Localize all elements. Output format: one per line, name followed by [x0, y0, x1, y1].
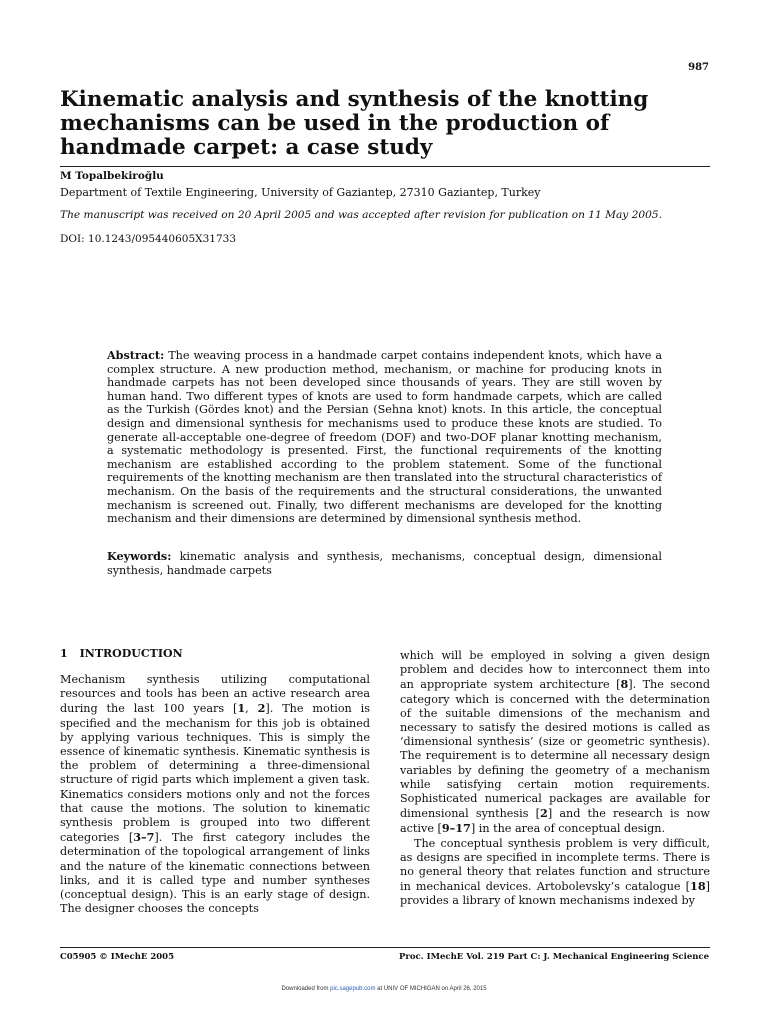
doi: DOI: 10.1243/095440605X31733 [60, 233, 237, 245]
keywords-label: Keywords: [107, 549, 172, 563]
body-text: ]. The motion is specified and the mechanism for this job is obtained by applying various techniques. This is simply the essence of kinematic synthesis. Kinematic synthesis is the problem of determining a three-dimensional structure of rigid parts which implement a given task. Kinematics considers motions only and not the forces that cause the motions. The solution to kinematic synthesis problem is grouped into two different categories [ [60, 702, 370, 845]
section-number: 1 [60, 647, 68, 660]
body-text: Mechanism synthesis utilizing computational resources and tools has been an active research area during the last 100 years [ [60, 673, 370, 716]
body-text: ] in the area of conceptual design. [470, 822, 666, 836]
download-prefix: Downloaded from [281, 986, 331, 992]
paper-title: Kinematic analysis and synthesis of the knotting mechanisms can be used in the production of handmade carpet: a case study [60, 87, 649, 160]
body-text: The conceptual synthesis problem is very difficult, as designs are specified in incomplete terms. There is no general theory that relates function and structure in mechanical devices. Artobolevsky’s catalogue [ [400, 836, 710, 894]
body-column-left [60, 673, 370, 916]
citation: 9–17 [441, 821, 471, 836]
body-paragraph [400, 837, 710, 909]
section-title: INTRODUCTION [79, 647, 183, 660]
body-column-right [400, 649, 710, 909]
body-text: ] and the research is now active [ [400, 807, 710, 836]
citation: 3–7 [133, 830, 155, 845]
citation: 2 [540, 806, 548, 821]
body-text: which will be employed in solving a given design problem and decides how to interconnect them into an appropriate system architecture [ [400, 649, 710, 692]
body-text: ] provides a library of known mechanisms indexed by [400, 880, 710, 908]
page-number: 987 [688, 62, 709, 73]
body-text: , [245, 702, 258, 716]
footer-journal: Proc. IMechE Vol. 219 Part C: J. Mechanical Engineering Science [398, 952, 709, 962]
section-heading [60, 647, 183, 660]
abstract-label: Abstract: [107, 348, 165, 362]
body-text: ]. The second category which is concerned with the determination of the suitable dimensions of the mechanism and necessary to satisfy the desired motions is called as ‘dimensional synthesis’ (size or geometric synthesis). The requirement is to determine all necessary design variables by defining the geometry of a mechanism while satisfying certain motion requirements. Sophisticated numerical packages are available for dimensional synthesis [ [400, 678, 710, 821]
footer-copyright: C05905 © IMechE 2005 [60, 952, 174, 962]
body-paragraph [60, 673, 370, 916]
citation: 18 [690, 879, 706, 894]
download-notice [0, 986, 768, 992]
download-suffix: at UNIV OF MICHIGAN on April 26, 2015 [375, 986, 487, 992]
abstract [107, 349, 662, 526]
keywords-text: kinematic analysis and synthesis, mechanisms, conceptual design, dimensional synthesis, handmade carpets [107, 550, 663, 577]
title-divider [60, 166, 710, 167]
download-link[interactable]: pic.sagepub.com [330, 986, 376, 992]
citation: 2 [257, 701, 266, 716]
footer-divider [60, 947, 710, 948]
abstract-text: The weaving process in a handmade carpet contains independent knots, which have a complex structure. A new production method, mechanism, or machine for producing knots in handmade carpets has not been developed since thousands of years. They are still woven by human hand. Two different types of knots are used to form handmade carpets, which are called as the Turkish (Gördes knot) and the Persian (Sehna knot) knots. In this article, the conceptual design and dimensional synthesis for mechanisms used to produce these knots are studied. To generate all-acceptable one-degree of freedom (DOF) and two-DOF planar knotting mechanism, a systematic methodology is presented. First, the functional requirements of the knotting mechanism are established according to the problem statement. Some of the functional requirements of the knotting mechanism are then translated into the structural characteristics of mechanism. On the basis of the requirements and the structural considerations, the unwanted mechanism is screened out. Finally, two different mechanisms are developed for the knotting mechanism and their dimensions are determined by dimensional synthesis method. [107, 349, 662, 526]
citation: 8 [620, 677, 629, 692]
citation: 1 [237, 701, 246, 716]
manuscript-dates: The manuscript was received on 20 April 2005 and was accepted after revision for publication on 11 May 2005. [60, 209, 662, 221]
body-text: ]. The first category includes the determination of the topological arrangement of links and the nature of the kinematic connections between links, and it is called type and number syntheses (conceptual design). This is an early stage of design. The designer chooses the concepts [60, 831, 370, 916]
keywords [107, 550, 662, 577]
body-paragraph [400, 649, 710, 837]
author-affiliation: Department of Textile Engineering, University of Gaziantep, 27310 Gaziantep, Turkey [60, 186, 541, 199]
author-name: M Topalbekiroğlu [60, 170, 164, 182]
